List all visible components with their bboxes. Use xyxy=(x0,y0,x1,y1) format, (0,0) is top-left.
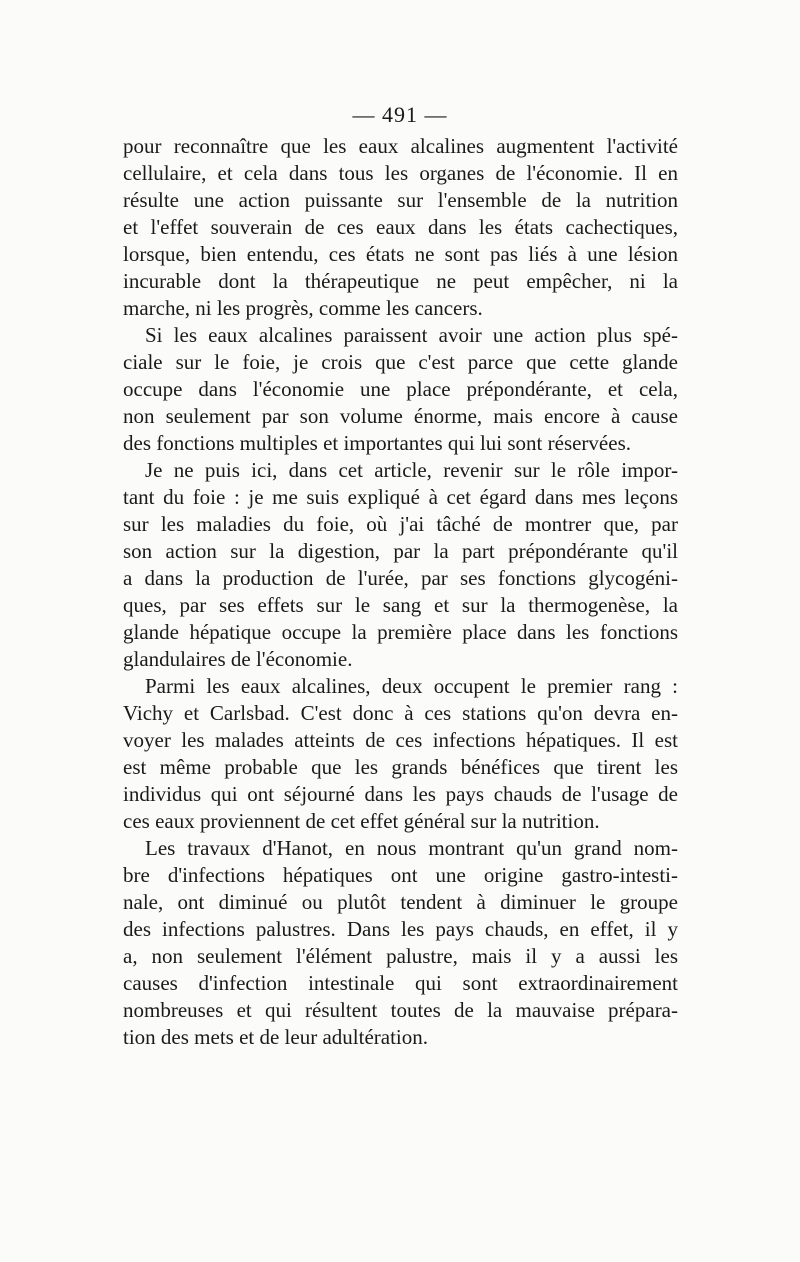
text-line: ques, par ses effets sur le sang et sur la thermogenèse, la xyxy=(123,593,678,617)
text-line: et l'effet souverain de ces eaux dans les états cachectiques, xyxy=(123,215,678,239)
text-line: cellulaire, et cela dans tous les organes de l'économie. Il en xyxy=(123,161,678,185)
text-line: voyer les malades atteints de ces infections hépatiques. Il est xyxy=(123,728,678,752)
text-line: glande hépatique occupe la première place dans les fonctions xyxy=(123,620,678,644)
text-line: sur les maladies du foie, où j'ai tâché de montrer que, par xyxy=(123,512,678,536)
text-line: a, non seulement l'élément palustre, mais il y a aussi les xyxy=(123,944,678,968)
text-line: ces eaux proviennent de cet effet général sur la nutrition. xyxy=(123,809,600,833)
text-line: ciale sur le foie, je crois que c'est parce que cette glande xyxy=(123,350,678,374)
text-line: des infections palustres. Dans les pays chauds, en effet, il y xyxy=(123,917,678,941)
text-line: est même probable que les grands bénéfices que tirent les xyxy=(123,755,678,779)
text-line: Parmi les eaux alcalines, deux occupent le premier rang : xyxy=(145,674,678,698)
text-line: tant du foie : je me suis expliqué à cet égard dans mes leçons xyxy=(123,485,678,509)
text-line: causes d'infection intestinale qui sont extraordinairement xyxy=(123,971,678,995)
text-line: son action sur la digestion, par la part prépondérante qu'il xyxy=(123,539,678,563)
text-line: lorsque, bien entendu, ces états ne sont pas liés à une lésion xyxy=(123,242,678,266)
text-line: Les travaux d'Hanot, en nous montrant qu'un grand nom- xyxy=(145,836,678,860)
text-line: Si les eaux alcalines paraissent avoir une action plus spé- xyxy=(145,323,678,347)
text-line: individus qui ont séjourné dans les pays chauds de l'usage de xyxy=(123,782,678,806)
paragraph xyxy=(123,133,678,322)
text-line: résulte une action puissante sur l'ensemble de la nutrition xyxy=(123,188,678,212)
text-line: occupe dans l'économie une place prépondérante, et cela, xyxy=(123,377,678,401)
text-line: nombreuses et qui résultent toutes de la mauvaise prépara- xyxy=(123,998,678,1022)
paragraph xyxy=(123,457,678,673)
text-line: Vichy et Carlsbad. C'est donc à ces stations qu'on devra en- xyxy=(123,701,678,725)
body-text xyxy=(123,133,678,1051)
text-line: des fonctions multiples et importantes qui lui sont réservées. xyxy=(123,431,631,455)
text-line: a dans la production de l'urée, par ses fonctions glycogéni- xyxy=(123,566,678,590)
text-line: non seulement par son volume énorme, mais encore à cause xyxy=(123,404,678,428)
text-line: bre d'infections hépatiques ont une origine gastro-intesti- xyxy=(123,863,678,887)
paragraph xyxy=(123,673,678,835)
text-line: incurable dont la thérapeutique ne peut empêcher, ni la xyxy=(123,269,678,293)
text-line: nale, ont diminué ou plutôt tendent à diminuer le groupe xyxy=(123,890,678,914)
text-line: tion des mets et de leur adultération. xyxy=(123,1025,428,1049)
text-line: pour reconnaître que les eaux alcalines augmentent l'activité xyxy=(123,134,678,158)
paragraph xyxy=(123,322,678,457)
text-line: Je ne puis ici, dans cet article, revenir sur le rôle impor- xyxy=(145,458,678,482)
text-line: glandulaires de l'économie. xyxy=(123,647,353,671)
text-line: marche, ni les progrès, comme les cancers. xyxy=(123,296,483,320)
paragraph xyxy=(123,835,678,1051)
page-number: — 491 — xyxy=(352,102,448,127)
